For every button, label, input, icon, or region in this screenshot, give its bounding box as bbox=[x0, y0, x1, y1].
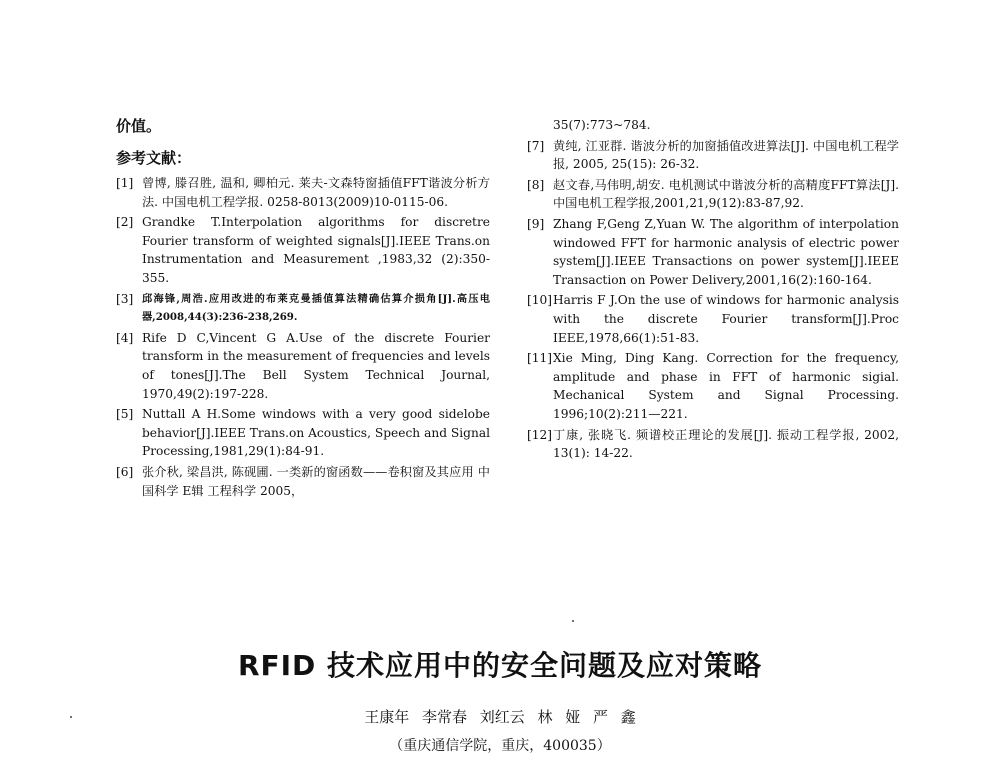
reference-number: [1] bbox=[116, 176, 134, 190]
reference-item bbox=[116, 213, 490, 287]
reference-number: [10] bbox=[527, 293, 553, 308]
reference-text: Grandke T.Interpolation algorithms for discretre Fourier transform of weighted signals[J].IEEE Trans.on Instrumentation and Measurement ,1983,32 (2):350-355. bbox=[142, 215, 490, 285]
article-affiliation: （重庆通信学院，重庆，400035） bbox=[389, 738, 611, 754]
reference-item bbox=[116, 290, 490, 327]
reference-item bbox=[527, 426, 899, 463]
references-heading: 参考文献： bbox=[116, 149, 192, 167]
reference-text: 赵文春,马伟明,胡安. 电机测试中谐波分析的高精度FFT算法[J]. 中国电机工程学报,2001,21,9(12):83-87,92. bbox=[553, 177, 899, 211]
lead-text: 价值。 bbox=[116, 117, 162, 135]
reference-number: [12] bbox=[527, 427, 553, 442]
reference-text: 丁康, 张晓飞. 频谱校正理论的发展[J]. 振动工程学报, 2002, 13(1): 14-22. bbox=[553, 427, 899, 461]
reference-number: [2] bbox=[116, 215, 134, 230]
reference-continuation: 35(7):773~784. bbox=[553, 118, 651, 132]
reference-text: 黄纯, 江亚群. 谐波分析的加窗插值改进算法[J]. 中国电机工程学报, 2005, 25(15): 26-32. bbox=[553, 138, 899, 172]
reference-item bbox=[116, 463, 490, 500]
reference-item bbox=[527, 137, 899, 174]
reference-text: Zhang F,Geng Z,Yuan W. The algorithm of interpolation windowed FFT for harmonic analysis of electric power system[J].IEEE Transactions on power system[J].IEEE Transaction on Power Delivery,2001,16(2):160-164. bbox=[553, 216, 899, 287]
reference-item bbox=[116, 174, 490, 211]
reference-item bbox=[527, 215, 899, 289]
article-authors: 王康年 李常春 刘红云 林 娅 严 鑫 bbox=[364, 708, 636, 726]
right-column bbox=[527, 116, 899, 465]
reference-number: [3] bbox=[116, 291, 134, 306]
reference-number: [7] bbox=[527, 138, 545, 153]
reference-text: 曾博, 滕召胜, 温和, 卿柏元. 莱夫-文森特窗插值FFT谐波分析方法. 中国电机工程学报. 0258-8013(2009)10-0115-06. bbox=[142, 176, 490, 209]
reference-text: Rife D C,Vincent G A.Use of the discrete Fourier transform in the measurement of frequencies and levels of tones[J].The Bell System Technical Journal, 1970,49(2):197-228. bbox=[142, 330, 490, 401]
article-title: RFID 技术应用中的安全问题及应对策略 bbox=[237, 649, 763, 682]
reference-text: Xie Ming, Ding Kang. Correction for the frequency, amplitude and phase in FFT of harmonic sigial. Mechanical System and Signal Processing. 1996;10(2):211—221. bbox=[553, 351, 899, 421]
reference-text: 邱海锋,周浩.应用改进的布莱克曼插值算法精确估算介损角[J].高压电器,2008,44(3):236-238,269. bbox=[142, 292, 490, 324]
reference-number: [8] bbox=[527, 177, 545, 192]
reference-text: Nuttall A H.Some windows with a very good sidelobe behavior[J].IEEE Trans.on Acoustics, Speech and Signal Processing,1981,29(1):84-91. bbox=[142, 407, 490, 459]
reference-item bbox=[116, 405, 490, 461]
reference-item bbox=[527, 176, 899, 213]
reference-number: [11] bbox=[527, 351, 553, 366]
reference-number: [5] bbox=[116, 407, 134, 422]
reference-number: [6] bbox=[116, 464, 134, 479]
reference-number: [4] bbox=[116, 330, 134, 345]
left-column bbox=[116, 116, 490, 502]
reference-item bbox=[527, 291, 899, 347]
reference-item bbox=[116, 329, 490, 403]
reference-item bbox=[527, 349, 899, 423]
scan-speck bbox=[572, 620, 574, 622]
reference-text: Harris F J.On the use of windows for harmonic analysis with the discrete Fourier transform[J].Proc IEEE,1978,66(1):51-83. bbox=[553, 293, 899, 345]
reference-number: [9] bbox=[527, 216, 545, 231]
reference-text: 张介秋, 梁昌洪, 陈砚圃. 一类新的窗函数——卷积窗及其应用 中国科学 E辑 工程科学 2005， bbox=[142, 464, 490, 498]
